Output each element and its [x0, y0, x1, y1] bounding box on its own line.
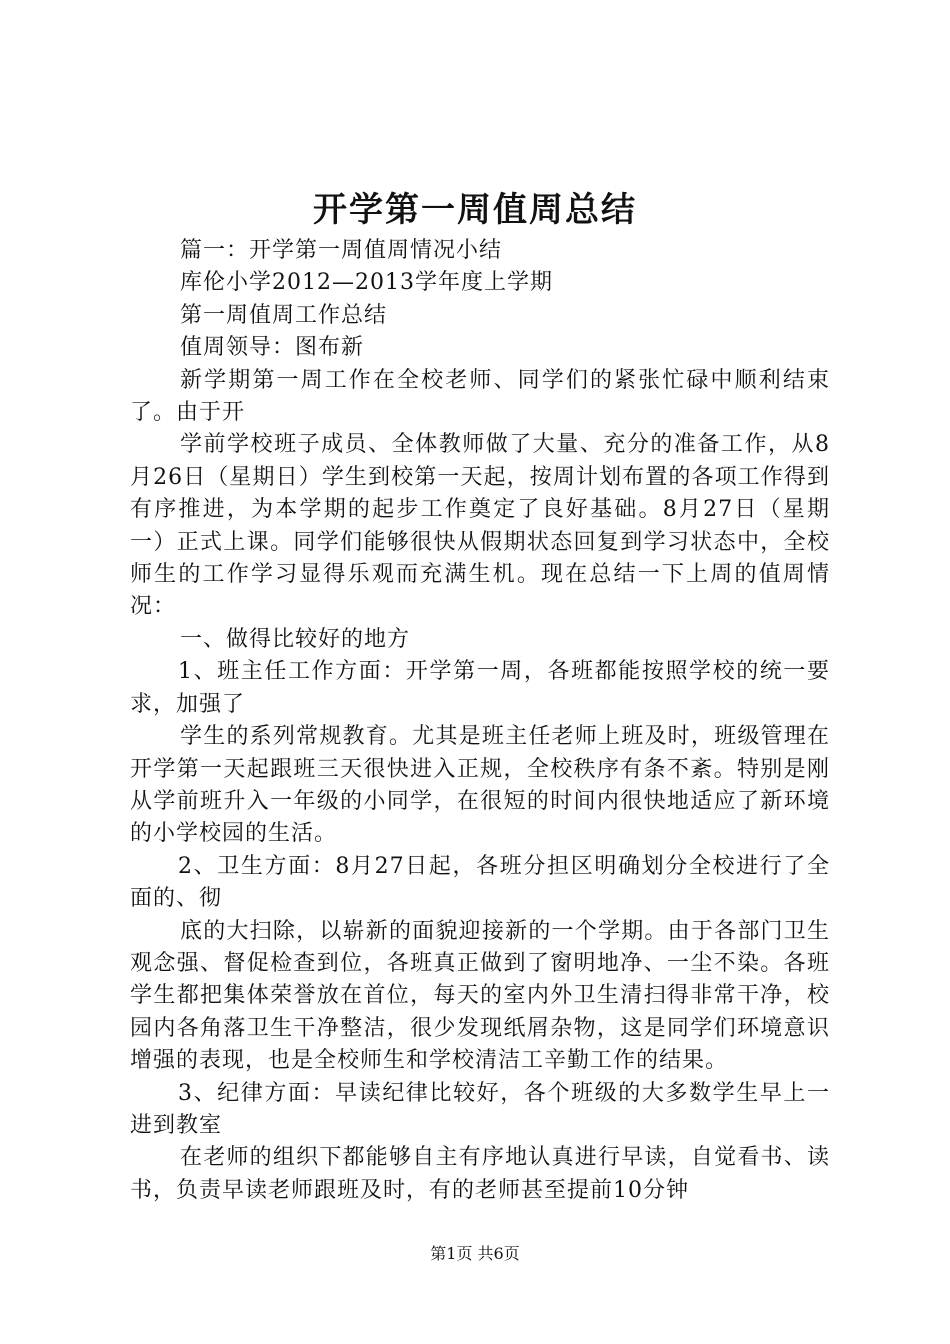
paragraph-good-points-heading: 一、做得比较好的地方	[180, 626, 411, 652]
paragraph-item-3: 3、纪律方面：早读纪律比较好，各个班级的大多数学生早上一进到教室	[130, 1080, 830, 1138]
paragraph-item-2-detail: 底的大扫除，以崭新的面貌迎接新的一个学期。由于各部门卫生观念强、督促检查到位，各班真正做到了窗明地净、一尘不染。各班学生都把集体荣誉放在首位，每天的室内外卫生清扫得非常干净，校园内各角落卫生干净整洁，很少发现纸屑杂物，这是同学们环境意识增强的表现，也是全校师生和学校清洁工辛勤工作的结果。	[130, 918, 830, 1074]
paragraph-item-1-detail: 学生的系列常规教育。尤其是班主任老师上班及时，班级管理在开学第一天起跟班三天很快进入正规，全校秩序有条不紊。特别是刚从学前班升入一年级的小同学，在很短的时间内很快地适应了新环境的小学校园的生活。	[130, 724, 830, 847]
paragraph-item-2: 2、卫生方面：8月27日起，各班分担区明确划分全校进行了全面的、彻	[130, 853, 830, 912]
page-footer: 第1页 共6页	[430, 1244, 520, 1263]
paragraph-preparation: 学前学校班子成员、全体教师做了大量、充分的准备工作，从8月26日（星期日）学生到校第一天起，按周计划布置的各项工作得到有序推进，为本学期的起步工作奠定了良好基础。8月27日（星期一）正式上课。同学们能够很快从假期状态回复到学习状态中，全校师生的工作学习显得乐观而充满生机。现在总结一下上周的值周情况：	[130, 432, 830, 620]
paragraph-intro: 新学期第一周工作在全校老师、同学们的紧张忙碌中顺利结束了。由于开	[130, 367, 830, 426]
paragraph-item-3-detail: 在老师的组织下都能够自主有序地认真进行早读，自觉看书、读书，负责早读老师跟班及时，有的老师甚至提前10分钟	[130, 1145, 830, 1203]
document-title: 开学第一周值周总结	[313, 190, 637, 230]
document-body	[130, 235, 830, 1207]
paragraph-leader: 值周领导：图布新	[180, 335, 365, 361]
paragraph-subtitle: 第一周值周工作总结	[180, 302, 388, 328]
paragraph-school-term: 库伦小学2012—2013学年度上学期	[180, 270, 553, 296]
paragraph-section-heading: 篇一：开学第一周值周情况小结	[180, 238, 503, 263]
paragraph-item-1: 1、班主任工作方面：开学第一周，各班都能按照学校的统一要求，加强了	[130, 659, 830, 717]
